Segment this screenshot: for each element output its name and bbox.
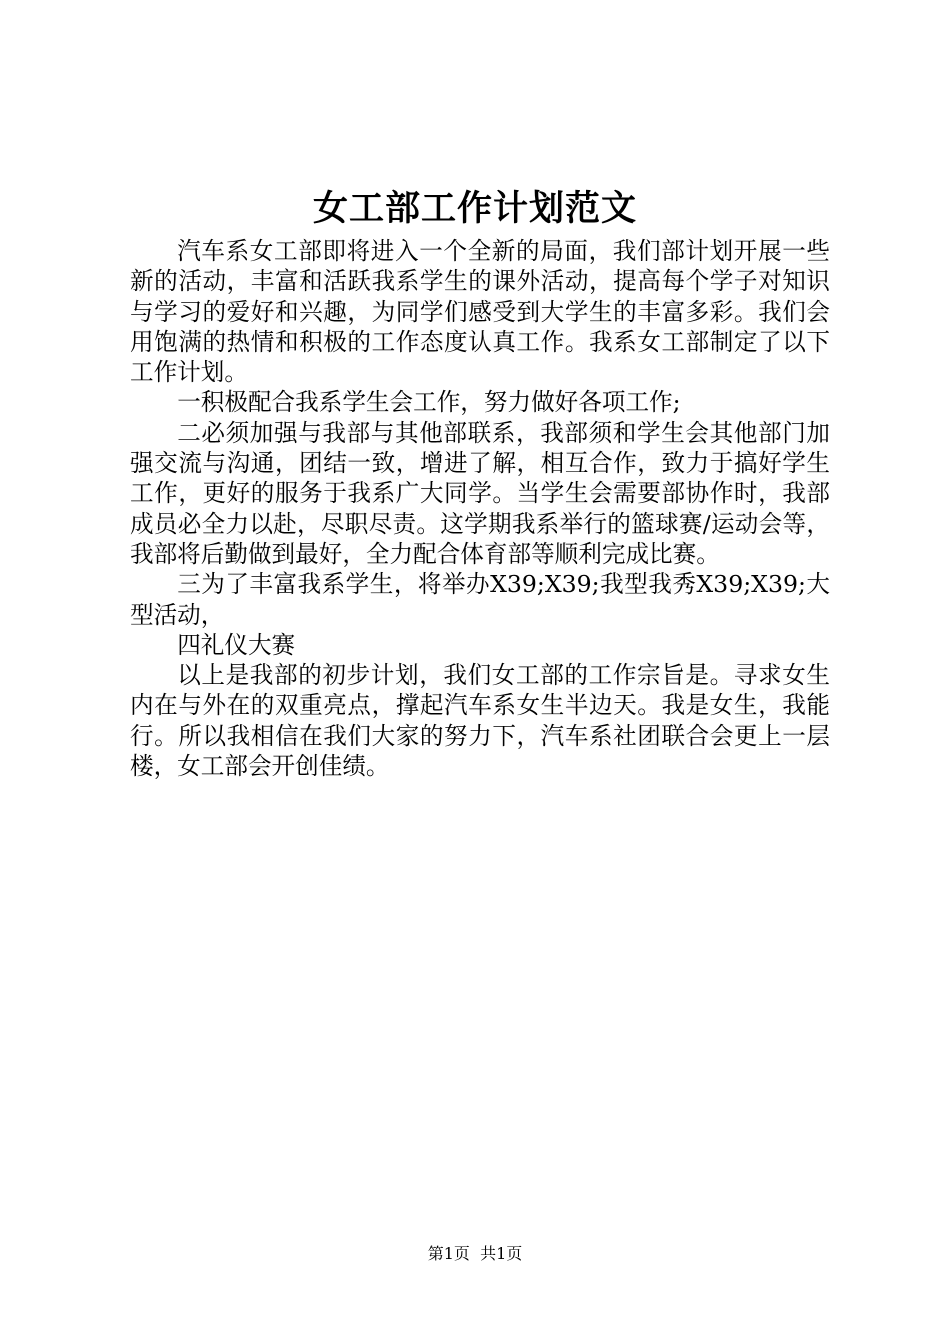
paragraph-item-3: 三为了丰富我系学生，将举办X39;X39;我型我秀X39;X39;大型活动， — [130, 570, 830, 629]
paragraph-item-4: 四礼仪大赛 — [177, 630, 296, 659]
paragraph-item-1: 一积极配合我系学生会工作，努力做好各项工作; — [177, 388, 681, 417]
paragraph-intro: 汽车系女工部即将进入一个全新的局面，我们部计划开展一些新的活动，丰富和活跃我系学生的课外活动，提高每个学子对知识与学习的爱好和兴趣，为同学们感受到大学生的丰富多彩。我们会用饱满的热情和积极的工作态度认真工作。我系女工部制定了以下工作计划。 — [130, 237, 830, 387]
document-body — [130, 236, 830, 781]
page-footer — [0, 1243, 950, 1265]
document-title: 女工部工作计划范文 — [312, 188, 637, 229]
paragraph-item-2: 二必须加强与我部与其他部联系，我部须和学生会其他部门加强交流与沟通，团结一致，增进了解，相互合作，致力于搞好学生工作，更好的服务于我系广大同学。当学生会需要部协作时，我部成员必全力以赴，尽职尽责。这学期我系举行的篮球赛/运动会等，我部将后勤做到最好，全力配合体育部等顺利完成比赛。 — [130, 418, 830, 568]
page-number-label: 第1页 共1页 — [427, 1244, 523, 1263]
paragraph-conclusion: 以上是我部的初步计划，我们女工部的工作宗旨是。寻求女生内在与外在的双重亮点，撑起汽车系女生半边天。我是女生，我能行。所以我相信在我们大家的努力下，汽车系社团联合会更上一层楼，女工部会开创佳绩。 — [130, 661, 830, 781]
